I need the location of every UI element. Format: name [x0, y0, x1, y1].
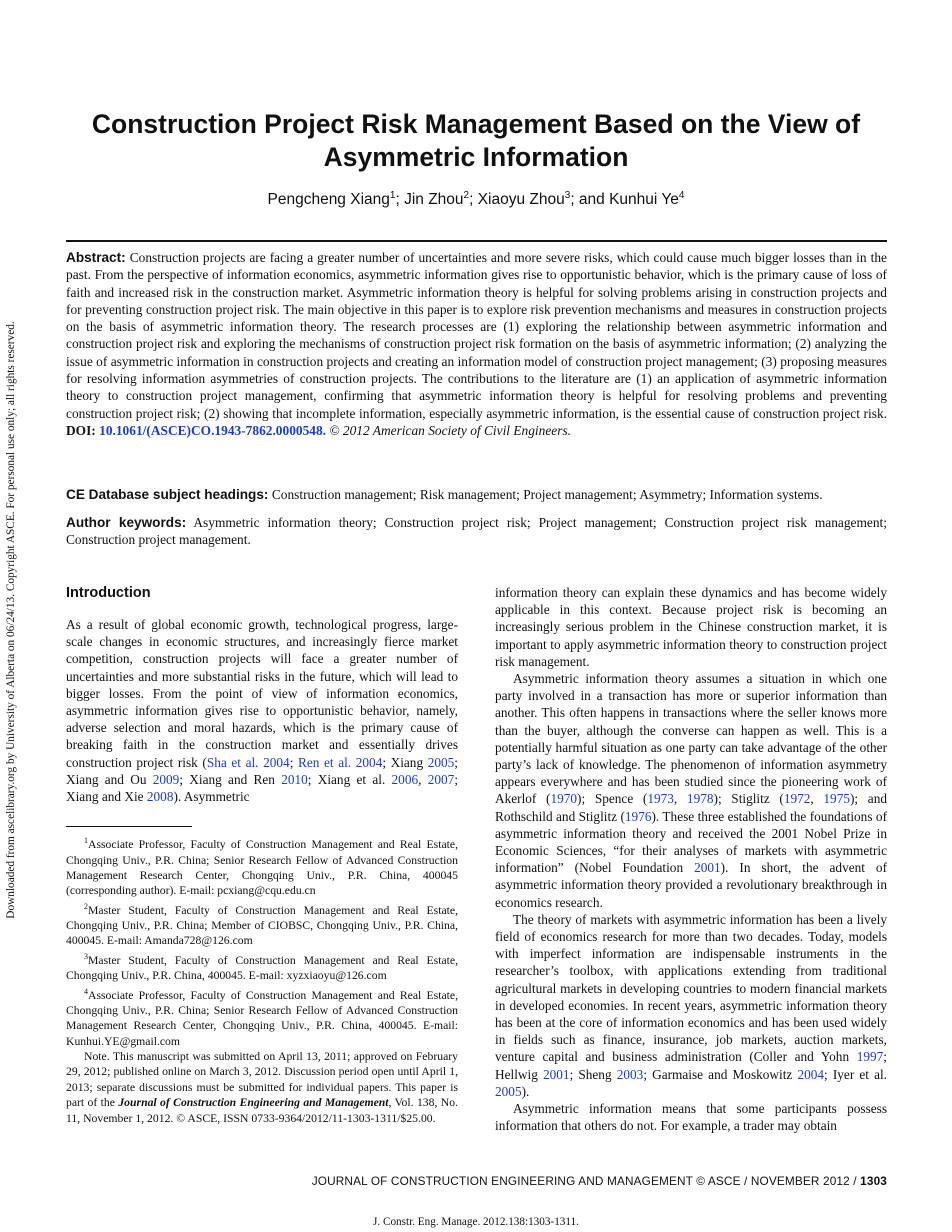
footnote-text: Master Student, Faculty of Construction Management and Real Estate, Chongqing Univ., P.R. China, 400045. E-mail: xyzxiaoyu@126.com — [66, 953, 458, 983]
intro-paragraph-4: Asymmetric information means that some participants possess information that others do not. For example, a trader may obtain — [495, 1101, 887, 1134]
body-text: ; Xiang and Ou — [66, 754, 458, 787]
abstract-text: Construction projects are facing a greater number of uncertainties and more severe risks, which could cause much bigger losses than in the past. From the perspective of information economics, asymmetric information gives rise to opportunistic behavior, which is the primary cause of loss of faith and increased risk in the construction market. Asymmetric information theory is helpful for solving problems arising in construction projects and for preventing construction project risk. The main objective in this paper is to explore risk prevention mechanisms and measures in construction projects on the basis of asymmetric information theory. The research processes are (1) exploring the relationship between asymmetric information and construction project risk and exploring the mechanisms of construction project risk formation on the basis of asymmetric information; (2) analyzing the issue of asymmetric information in construction projects and creating an information model of construction project management; (3) proposing measures for resolving information asymmetries of construction projects. The contributions to the literature are (1) an application of asymmetric information theory to construction project management, confirming that asymmetric information theory is helpful for resolving problems and preventing construction project risk; (2) showing that incomplete information, especially asymmetric information, is the essential cause of construction project risk. — [66, 250, 887, 421]
header-divider — [66, 240, 887, 242]
citation-footer: J. Constr. Eng. Manage. 2012.138:1303-1311. — [373, 1216, 579, 1228]
body-text: ; Xiang et al. — [307, 771, 392, 787]
copyright-notice: © 2012 American Society of Civil Engineers. — [329, 422, 572, 438]
running-footer — [66, 1174, 887, 1188]
intro-paragraph-1-continued: information theory can explain these dynamics and has become widely applicable in this context. Because project risk is becoming an increasingly serious problem in the Chinese construction market, it is important to apply asymmetric information theory to construction project risk management. — [495, 585, 887, 669]
citation-link[interactable]: 1978 — [686, 791, 714, 807]
citation-link[interactable]: Sha et al. 2004 — [206, 754, 290, 770]
left-column — [66, 584, 458, 1126]
body-text: ; Xiang and Ren — [179, 771, 282, 787]
body-text: ; Iyer et al. — [824, 1066, 887, 1082]
footnote-4 — [66, 984, 458, 1050]
body-text: Asymmetric information theory assumes a situation in which one party involved in a transaction has more or superior information than another. This often happens in transactions where the seller knows more than the buyer, although the converse can happen as well. This is a potentially harmful situation as one party can take advantage of the other party’s lack of knowledge. The phenomenon of information asymmetry appears everywhere and has been studied since the pioneering work of Akerlof ( — [495, 671, 887, 807]
body-text: , — [810, 791, 824, 807]
author-name: Pengcheng Xiang — [267, 191, 390, 209]
footnote-3 — [66, 949, 458, 984]
body-text: ; Sheng — [569, 1066, 617, 1082]
citation-link[interactable]: 2005 — [495, 1083, 522, 1099]
citation-link[interactable]: 2003 — [616, 1066, 644, 1082]
citation-link[interactable]: Ren et al. 2004 — [297, 754, 383, 770]
citation-link[interactable]: 1970 — [550, 791, 578, 807]
body-text: , — [418, 771, 428, 787]
footnote-divider — [66, 826, 192, 827]
body-text: ); Stiglitz ( — [713, 791, 784, 807]
footnote-1 — [66, 833, 458, 899]
submission-note — [66, 1049, 458, 1126]
citation-link[interactable]: 2008 — [146, 789, 174, 805]
citation-link[interactable]: 2010 — [281, 771, 308, 787]
ce-headings-text: Construction management; Risk management; Project management; Asymmetry; Information systems. — [271, 487, 823, 502]
keywords-text: Asymmetric information theory; Construction project risk; Project management; Construction project risk management; Construction project management. — [66, 515, 888, 548]
citation-link[interactable]: 1997 — [856, 1049, 884, 1065]
citation-link[interactable]: 2004 — [797, 1066, 825, 1082]
citation-link[interactable]: 2001 — [694, 860, 721, 876]
note-text: , Vol. 138, No. 11, November 1, 2012. © ASCE, ISSN 0733-9364/2012/11-1303-1311/$25.00. — [66, 1096, 458, 1125]
body-text: ; Garmaise and Moskowitz — [643, 1066, 798, 1082]
footnote-marker: 2 — [84, 901, 88, 911]
author-separator: ; — [469, 191, 478, 209]
citation-link[interactable]: 2009 — [152, 771, 180, 787]
body-text: ). Asymmetric — [173, 789, 250, 805]
citation-link[interactable]: 1976 — [624, 808, 652, 824]
citation-link[interactable]: 2006 — [391, 771, 419, 787]
note-text: Note. This manuscript was submitted on April 13, 2011; approved on February 29, 2012; published online on March 3, 2012. Discussion period open until April 1, 2013; separate discussions must be submitted for individual papers. This paper is part of the — [66, 1050, 458, 1110]
author-separator: ; and — [570, 191, 610, 209]
intro-paragraph-1 — [66, 616, 458, 805]
keywords-label: Author keywords: — [66, 515, 187, 530]
body-text: ; Xiang and Xie — [66, 771, 459, 805]
body-text: ); Spence ( — [577, 791, 648, 807]
article-title: Construction Project Risk Management Based on the View of Asymmetric Information — [91, 109, 861, 172]
body-text: , — [673, 791, 687, 807]
ce-headings-label: CE Database subject headings: — [66, 487, 269, 502]
abstract — [66, 249, 887, 439]
abstract-label: Abstract: — [66, 250, 126, 265]
body-text: The theory of markets with asymmetric information has been a lively field of economics research for more than two decades. Today, models with imperfect information are indispensable instruments in the researcher’s toolbox, with applications extending from traditional agricultural markets in developing countries to modern financial markets in developed economies. In recent years, asymmetric information theory has been at the core of information economics and has been used widely in fields such as finance, insurance, job markets, auction markets, venture capital and business administration (Coller and Yohn — [495, 911, 887, 1065]
body-text: ). — [521, 1083, 530, 1099]
download-notice-text: Downloaded from ascelibrary.org by University of Alberta on 06/24/13. Copyright ASCE. For personal use only; all rights reserved. — [5, 321, 17, 919]
journal-footer-text: JOURNAL OF CONSTRUCTION ENGINEERING AND MANAGEMENT © ASCE / NOVEMBER 2012 / — [311, 1174, 861, 1188]
body-text: ); and Rothschild and Stiglitz ( — [495, 791, 887, 824]
author-affiliation-marker: 1 — [389, 190, 396, 201]
citation-link[interactable]: 2005 — [427, 754, 455, 770]
citation-link[interactable]: 1972 — [783, 791, 811, 807]
right-column — [495, 584, 887, 1135]
doi-link[interactable]: 10.1061/(ASCE)CO.1943-7862.0000548. — [99, 422, 327, 438]
citation-link[interactable]: 2007 — [427, 771, 455, 787]
author-keywords — [66, 514, 887, 549]
footnote-marker: 4 — [84, 986, 88, 996]
body-text: ; Hellwig — [495, 1049, 887, 1082]
citation-link[interactable]: 1975 — [823, 791, 850, 807]
author-affiliation-marker: 2 — [463, 190, 470, 201]
intro-paragraph-3 — [495, 911, 887, 1100]
citation-link[interactable]: 1973 — [647, 791, 674, 807]
footnote-marker: 1 — [84, 836, 88, 846]
author-list — [60, 190, 892, 209]
body-text: ). These three established the foundations of asymmetric information theory and received the 2001 Nobel Prize in Economic Sciences, “for their analyses of markets with asymmetric information” (Nobel Foundation — [495, 808, 887, 876]
footnote-text: Associate Professor, Faculty of Construction Management and Real Estate, Chongqing Univ., P.R. China; Senior Research Fellow of Advanced Construction Management Research Center, Chongqing Univ., P.R. China, 400045. E-mail: Kunhui.YE@gmail.com — [66, 988, 458, 1048]
ce-subject-headings — [66, 486, 887, 503]
footnote-2 — [66, 899, 458, 949]
body-text: As a result of global economic growth, technological progress, large-scale changes in economic structures, and increasingly fierce market competition, construction projects will face a greater number of uncertainties and more substantial risks in the future, which will lead to bigger losses. From the point of view of information economics, asymmetric information gives rise to opportunistic behavior, namely, adverse selection and moral hazards, which is the primary cause of breaking faith in the construction market and essentially drives construction project risk ( — [66, 617, 458, 770]
body-text: ). In short, the advent of asymmetric information theory provided a revolutionary breakthrough in economics research. — [495, 860, 887, 910]
footnote-marker: 3 — [84, 951, 88, 961]
body-text: ; Xiang — [382, 754, 428, 770]
author-name: Xiaoyu Zhou — [477, 191, 565, 209]
download-notice-sidebar — [0, 0, 22, 1232]
footnote-text: Master Student, Faculty of Construction Management and Real Estate, Chongqing Univ., P.R. China; Member of CIOBSC, Chongqing Univ., P.R. China, 400045. E-mail: Amanda728@126.com — [66, 903, 458, 948]
body-text: ; — [289, 754, 298, 770]
author-affiliation-marker: 4 — [678, 190, 685, 201]
journal-name: Journal of Construction Engineering and Management — [118, 1096, 389, 1110]
footnote-text: Associate Professor, Faculty of Construction Management and Real Estate, Chongqing Univ., P.R. China; Senior Research Fellow of Advanced Construction Management Research Center, Chongqing Univ., P.R. China, 400045 (corresponding author). E-mail: pcxiang@cqu.edu.cn — [66, 838, 458, 898]
author-affiliation-marker: 3 — [564, 190, 571, 201]
page-number: 1303 — [860, 1174, 887, 1188]
author-name: Jin Zhou — [404, 191, 464, 209]
citation-link[interactable]: 2001 — [542, 1066, 570, 1082]
intro-paragraph-2 — [495, 670, 887, 911]
doi-label: DOI: — [66, 422, 96, 438]
author-separator: ; — [395, 191, 405, 209]
author-name: Kunhui Ye — [609, 191, 679, 209]
introduction-heading: Introduction — [66, 585, 151, 601]
